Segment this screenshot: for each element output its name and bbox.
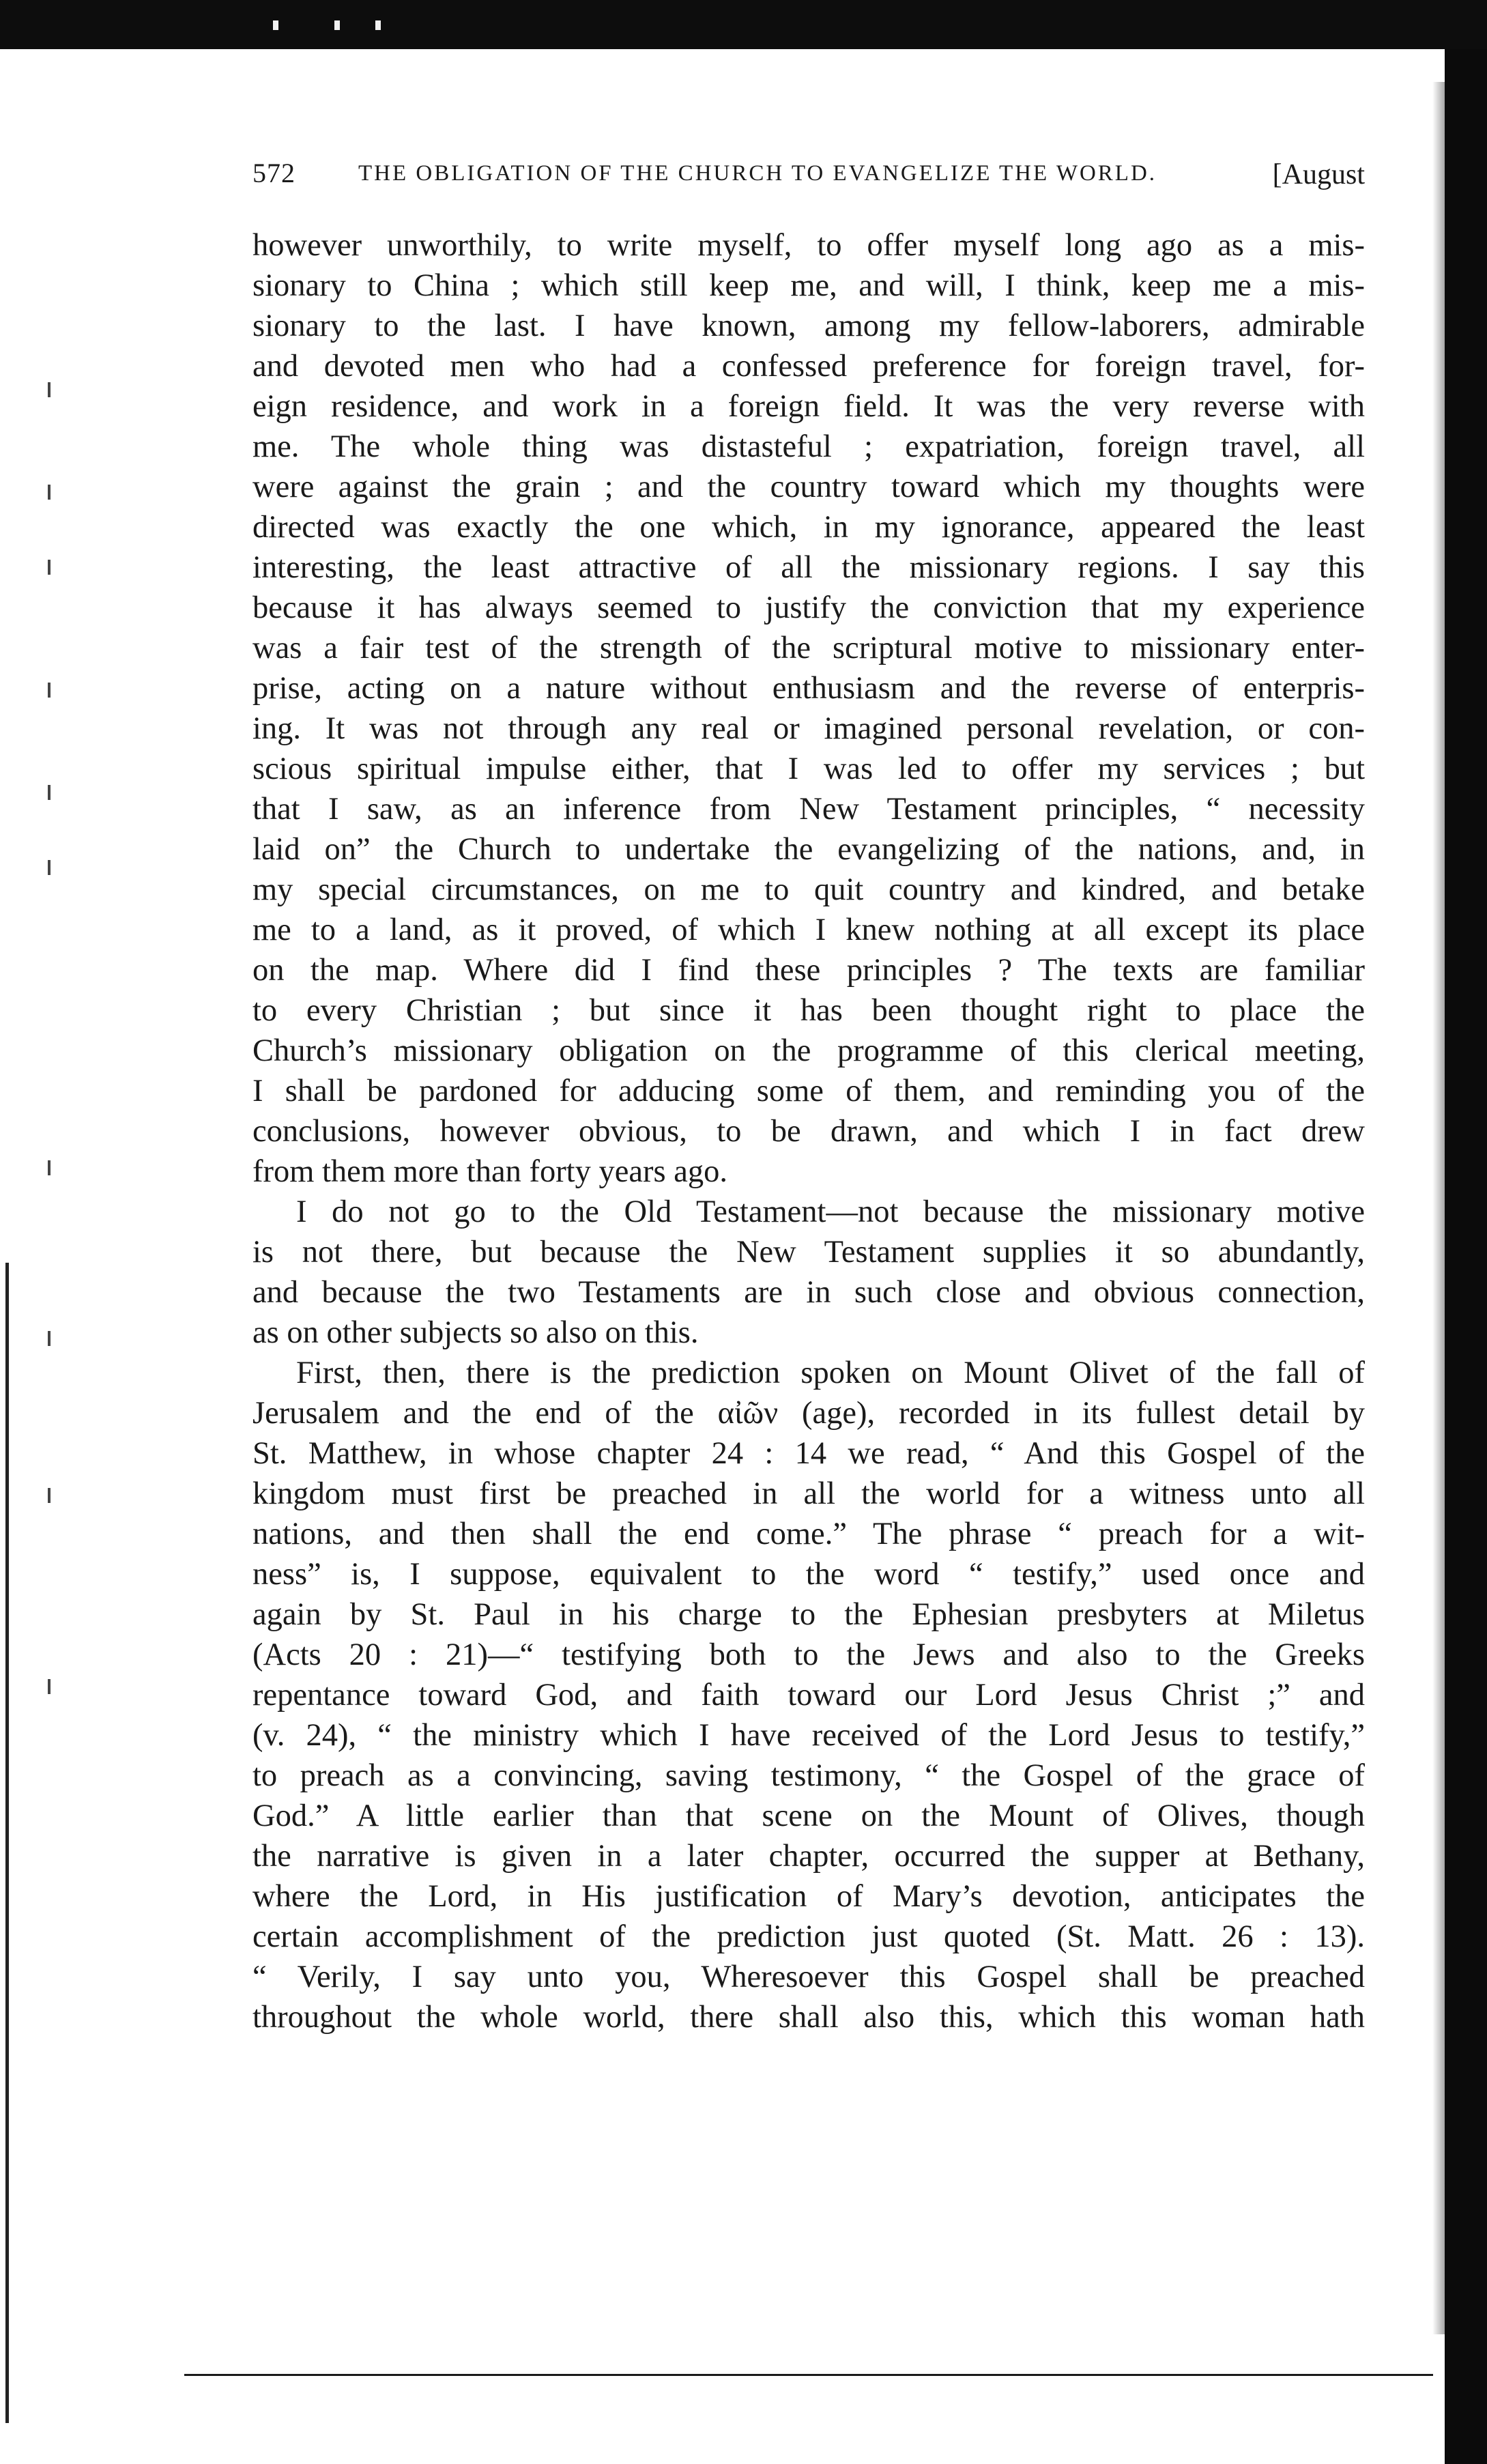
text-line: sionary to the last. I have known, among my fellow-laborers, admirable <box>252 309 1365 343</box>
text-line: and because the two Testaments are in such close and obvious connection, <box>252 1275 1365 1310</box>
scan-top-border <box>0 0 1487 49</box>
text-line: throughout the whole world, there shall also this, which this woman hath <box>252 2000 1365 2035</box>
text-line: conclusions, however obvious, to be drawn, and which I in fact drew <box>252 1114 1365 1149</box>
text-line: on the map. Where did I find these principles ? The texts are familiar <box>252 953 1365 988</box>
text-line: prise, acting on a nature without enthusiasm and the reverse of enterpris- <box>252 671 1365 706</box>
text-line: again by St. Paul in his charge to the Ephesian presbyters at Miletus <box>252 1597 1365 1632</box>
text-line: where the Lord, in His justification of Mary’s devotion, anticipates the <box>252 1879 1365 1914</box>
text-line: that I saw, as an inference from New Testament principles, “ necessity <box>252 792 1365 827</box>
text-line: kingdom must first be preached in all the world for a witness unto all <box>252 1476 1365 1511</box>
text-line: repentance toward God, and faith toward our Lord Jesus Christ ;” and <box>252 1678 1365 1713</box>
text-line: Church’s missionary obligation on the programme of this clerical meeting, <box>252 1033 1365 1068</box>
body-text <box>252 225 1365 2037</box>
page-number: 572 <box>252 158 295 188</box>
text-line: was a fair test of the strength of the scriptural motive to missionary enter- <box>252 631 1365 665</box>
text-line: (v. 24), “ the ministry which I have received of the Lord Jesus to testify,” <box>252 1718 1365 1753</box>
text-line: to every Christian ; but since it has been thought right to place the <box>252 993 1365 1028</box>
text-line: St. Matthew, in whose chapter 24 : 14 we read, “ And this Gospel of the <box>252 1436 1365 1471</box>
text-line: eign residence, and work in a foreign field. It was the very reverse with <box>252 389 1365 424</box>
page-header <box>252 157 1365 205</box>
scan-left-border <box>5 1263 9 2423</box>
text-line: me. The whole thing was distasteful ; expatriation, foreign travel, all <box>252 429 1365 464</box>
text-line: Jerusalem and the end of the αἰῶν (age), recorded in its fullest detail by <box>252 1396 1365 1431</box>
text-line: “ Verily, I say unto you, Wheresoever this Gospel shall be preached <box>252 1960 1365 1994</box>
margin-marks <box>48 382 68 1884</box>
text-line: me to a land, as it proved, of which I knew nothing at all except its place <box>252 913 1365 947</box>
paragraph-end-line: as on other subjects so also on this. <box>252 1315 699 1350</box>
text-line: my special circumstances, on me to quit country and kindred, and betake <box>252 872 1365 907</box>
text-line: interesting, the least attractive of all the missionary regions. I say this <box>252 550 1365 585</box>
text-line: however unworthily, to write myself, to offer myself long ago as a mis- <box>252 228 1365 263</box>
text-line: laid on” the Church to undertake the evangelizing of the nations, and, in <box>252 832 1365 867</box>
paragraph-start-line: I do not go to the Old Testament—not because the missionary motive <box>296 1194 1365 1229</box>
text-line: because it has always seemed to justify the conviction that my experience <box>252 590 1365 625</box>
text-line: I shall be pardoned for adducing some of them, and reminding you of the <box>252 1074 1365 1108</box>
running-title: THE OBLIGATION OF THE CHURCH TO EVANGELIZE THE WORLD. <box>358 161 1157 186</box>
text-line: sionary to China ; which still keep me, and will, I think, keep me a mis- <box>252 268 1365 303</box>
text-line: were against the grain ; and the country toward which my thoughts were <box>252 470 1365 504</box>
text-line: is not there, but because the New Testament supplies it so abundantly, <box>252 1235 1365 1270</box>
bottom-rule <box>184 2374 1433 2376</box>
running-date: [August <box>1272 159 1365 190</box>
text-line: to preach as a convincing, saving testimony, “ the Gospel of the grace of <box>252 1758 1365 1793</box>
text-line: scious spiritual impulse either, that I was led to offer my services ; but <box>252 751 1365 786</box>
text-line: the narrative is given in a later chapter, occurred the supper at Bethany, <box>252 1839 1365 1874</box>
paragraph-end-line: from them more than forty years ago. <box>252 1154 727 1189</box>
text-line: ing. It was not through any real or imagined personal revelation, or con- <box>252 711 1365 746</box>
text-line: ness” is, I suppose, equivalent to the word “ testify,” used once and <box>252 1557 1365 1592</box>
text-line: directed was exactly the one which, in my ignorance, appeared the least <box>252 510 1365 545</box>
paragraph-start-line: First, then, there is the prediction spoken on Mount Olivet of the fall of <box>296 1356 1365 1390</box>
text-line: nations, and then shall the end come.” The phrase “ preach for a wit- <box>252 1517 1365 1551</box>
page-curl-shadow <box>1432 82 1445 2334</box>
text-line: certain accomplishment of the prediction just quoted (St. Matt. 26 : 13). <box>252 1919 1365 1954</box>
text-line: God.” A little earlier than that scene on the Mount of Olives, though <box>252 1799 1365 1833</box>
text-line: and devoted men who had a confessed preference for foreign travel, for- <box>252 349 1365 384</box>
scan-right-border <box>1445 49 1487 2464</box>
text-line: (Acts 20 : 21)—“ testifying both to the Jews and also to the Greeks <box>252 1637 1365 1672</box>
scan-specks <box>273 20 423 34</box>
